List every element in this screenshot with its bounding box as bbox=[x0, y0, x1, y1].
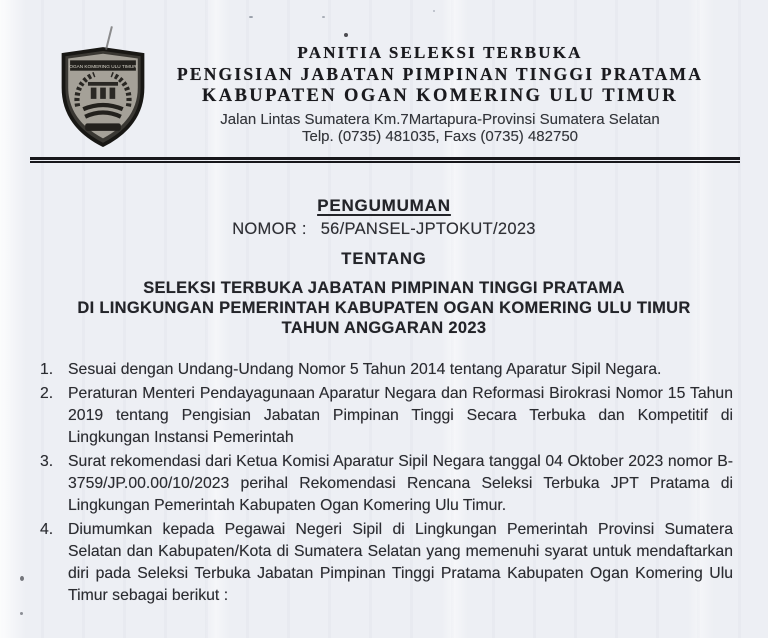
list-item-number: 3. bbox=[40, 453, 54, 470]
letterhead bbox=[118, 42, 762, 145]
letterhead-divider-rule bbox=[30, 157, 740, 163]
scan-speck bbox=[20, 612, 23, 615]
list-item-number: 2. bbox=[40, 385, 54, 402]
svg-text:OGAN KOMERING ULU TIMUR: OGAN KOMERING ULU TIMUR bbox=[69, 63, 137, 69]
subject-title-line-3: TAHUN ANGGARAN 2023 bbox=[281, 319, 487, 337]
list-item-text: Sesuai dengan Undang-Undang Nomor 5 Tahun 2014 tentang Aparatur Sipil Negara. bbox=[68, 361, 662, 378]
list-item bbox=[40, 451, 733, 517]
org-name-line-2: PENGISIAN JABATAN PIMPINAN TINGGI PRATAMA bbox=[176, 64, 704, 84]
scan-speck bbox=[20, 576, 24, 581]
list-item bbox=[40, 359, 733, 381]
numbered-list bbox=[40, 359, 733, 609]
org-name-line-1: PANITIA SELEKSI TERBUKA bbox=[297, 43, 583, 62]
scan-speck bbox=[433, 10, 435, 12]
list-item-text: Surat rekomendasi dari Ketua Komisi Aparatur Sipil Negara tanggal 04 Oktober 2023 nomor B-3759/JP.00.00/10/2023 perihal Rekomendasi Rencana Seleksi Terbuka JPT Pratama di Lingkungan Pemerintah Kabupaten Ogan Komering Ulu Timur. bbox=[68, 453, 733, 514]
list-item bbox=[40, 519, 733, 607]
list-item-text: Diumumkan kepada Pegawai Negeri Sipil di Lingkungan Pemerintah Provinsi Sumatera Selatan dan Kabupaten/Kota di Sumatera Selatan yang memenuhi syarat untuk mendaftarkan diri pada Seleksi Terbuka Jabatan Pimpinan Tinggi Pratama Kabupaten Ogan Komering Ulu Timur sebagai berikut : bbox=[68, 521, 733, 604]
scan-speck bbox=[249, 16, 253, 18]
about-label: TENTANG bbox=[341, 250, 427, 268]
list-item-number: 4. bbox=[40, 521, 54, 538]
org-name-line-3: KABUPATEN OGAN KOMERING ULU TIMUR bbox=[202, 86, 678, 106]
announcement-number-line bbox=[0, 220, 768, 239]
list-item-number: 1. bbox=[40, 361, 54, 378]
announcement-number-label: NOMOR : bbox=[232, 220, 307, 238]
subject-title bbox=[0, 278, 768, 338]
scan-speck bbox=[344, 33, 348, 37]
scan-speck bbox=[322, 16, 325, 18]
letterhead-address: Jalan Lintas Sumatera Km.7Martapura-Provinsi Sumatera Selatan bbox=[220, 111, 660, 128]
announcement-heading: PENGUMUMAN bbox=[317, 196, 451, 215]
subject-title-line-2: DI LINGKUNGAN PEMERINTAH KABUPATEN OGAN KOMERING ULU TIMUR bbox=[77, 299, 691, 317]
list-item bbox=[40, 383, 733, 449]
announcement-number-value: 56/PANSEL-JPTOKUT/2023 bbox=[320, 220, 536, 238]
subject-title-line-1: SELEKSI TERBUKA JABATAN PIMPINAN TINGGI PRATAMA bbox=[143, 279, 625, 297]
list-item-text: Peraturan Menteri Pendayagunaan Aparatur Negara dan Reformasi Birokrasi Nomor 15 Tahun 2019 tentang Pengisian Jabatan Pimpinan Tinggi Secara Terbuka dan Kompetitif di Lingkungan Instansi Pemerintah bbox=[68, 385, 733, 446]
letterhead-phone: Telp. (0735) 481035, Faxs (0735) 482750 bbox=[301, 128, 579, 145]
